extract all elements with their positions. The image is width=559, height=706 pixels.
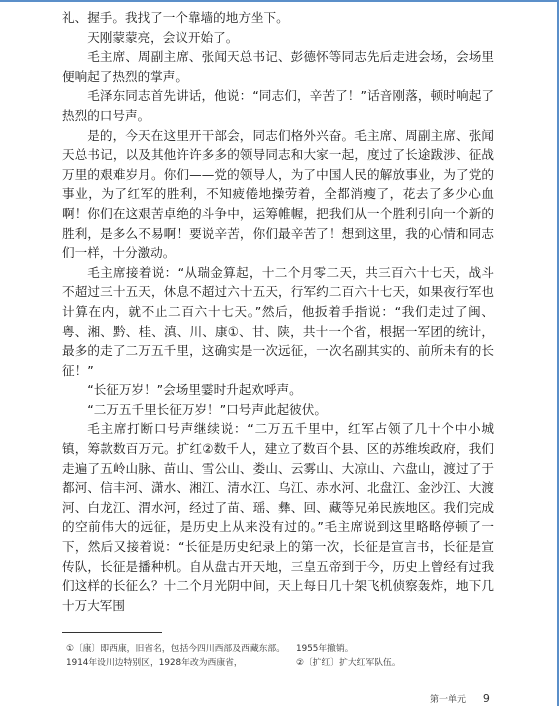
paragraph-5: 是的，今天在这里开干部会，同志们格外兴奋。毛主席、周副主席、张闻天总书记，以及其他许许多多的领导同志和大家一起，度过了长途跋涉、征战万里的艰难岁月。你们——党的领导人，为了中国人民的解放事业，为了党的事业，为了红军的胜利，不知疲倦地操劳着，全都消瘦了，花去了多少心血啊！你们在这艰苦卓绝的斗争中，运筹帷幄，把我们从一个胜利引向一个新的胜利，是多么不易啊！要说辛苦，你们最辛苦了！想到这里，我的心情和同志们一样，十分激动。 (62, 127, 494, 261)
unit-label: 第一单元 (430, 695, 467, 705)
page-footer (430, 692, 490, 705)
footnote-1: ①〔康〕即西康，旧省名，包括今四川西部及西藏东部。1914年设川边特别区，1928年改为西康省， (66, 644, 286, 668)
paragraph-1: 礼、握手。我找了一个靠墙的地方坐下。 (62, 10, 289, 25)
footnote-2: ②〔扩红〕扩大红军队伍。 (296, 658, 401, 668)
footnote-divider (62, 632, 162, 633)
paragraph-4: 毛泽东同志首先讲话，他说：“同志们，辛苦了！”话音刚落，顿时响起了热烈的口号声。 (62, 88, 494, 123)
paragraph-2: 天刚蒙蒙亮，会议开始了。 (87, 29, 239, 45)
page-body (62, 8, 494, 615)
top-border (0, 0, 559, 2)
page-number: 9 (482, 692, 490, 705)
footnote-1-continued: 1955年撤销。 (296, 644, 354, 654)
paragraph-6: 毛主席接着说：“从瑞金算起，十二个月零二天，共三百六十七天，战斗不超过三十五天，休息不超过六十五天，行军约二百六十七天，如果夜行军也计算在内，就不止二百六十七天。”然后，他扳着手指说：“我们走过了闽、粤、湘、黔、桂、滇、川、康①、甘、陕，共十一个省，根据一军团的统计，最多的走了二万五千里，这确实是一次远征，一次名副其实的、前所未有的长征！” (62, 264, 494, 378)
paragraph-8: “二万五千里长征万岁！”口号声此起彼伏。 (87, 401, 327, 417)
paragraph-9: 毛主席打断口号声继续说：“二万五千里中，红军占领了几十个中小城镇，筹款数百万元。扩红②数千人，建立了数百个县、区的苏维埃政府，我们走遍了五岭山脉、苗山、雪公山、娄山、云雾山、大凉山、六盘山，渡过了于都河、信丰河、潇水、湘江、清水江、乌江、赤水河、北盘江、金沙江、大渡河、白龙江、渭水河，经过了苗、瑶、彝、回、藏等兄弟民族地区。我们完成的空前伟大的远征，是历史上从来没有过的。”毛主席说到这里略略停顿了一下，然后又接着说：“长征是历史纪录上的第一次，长征是宣言书，长征是宣传队，长征是播种机。自从盘古开天地，三皇五帝到于今，历史上曾经有过我们这样的长征么？十二个月光阴中间，天上每日几十架飞机侦察轰炸，地下几十万大军围 (62, 421, 494, 613)
paragraph-3: 毛主席、周副主席、张闻天总书记、彭德怀等同志先后走进会场，会场里便响起了热烈的掌声。 (62, 49, 494, 84)
paragraph-7: “长征万岁！”会场里霎时升起欢呼声。 (87, 382, 302, 398)
